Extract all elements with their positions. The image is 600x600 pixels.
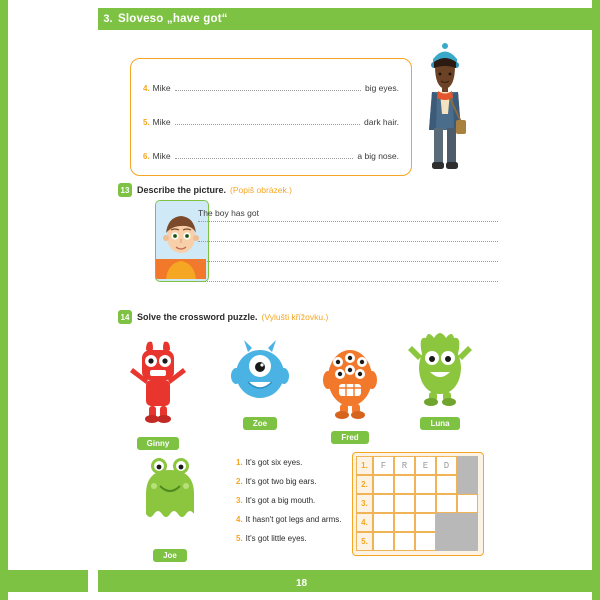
boy-character-illustration	[420, 42, 470, 177]
clue-number: 3.	[236, 496, 243, 505]
monster-name-tag: Joe	[153, 549, 187, 562]
row-number: 5.	[356, 532, 373, 551]
row-number: 1.	[356, 456, 373, 475]
monster-zoe	[222, 336, 298, 431]
monster-ginny	[120, 336, 196, 451]
answer-blank[interactable]	[175, 89, 361, 91]
answer-writing-area[interactable]	[198, 202, 498, 282]
left-green-bar	[0, 0, 8, 600]
task-14-heading	[118, 310, 328, 324]
crossword-cell[interactable]: E	[415, 456, 436, 475]
monster-name-tag: Fred	[331, 431, 368, 444]
line-tail: big eyes.	[364, 83, 399, 93]
crossword-cell[interactable]	[415, 494, 436, 513]
crossword-row	[356, 513, 480, 532]
line-tail: dark hair.	[364, 117, 399, 127]
line-subject: Mike	[152, 83, 171, 93]
crossword-row	[356, 494, 480, 513]
section-title: Sloveso „have got“	[118, 13, 228, 25]
crossword-cell[interactable]	[394, 532, 415, 551]
crossword-row	[356, 456, 480, 475]
ginny-monster-icon	[120, 336, 196, 428]
crossword-cell-blocked	[457, 532, 478, 551]
clue-item	[236, 477, 348, 486]
crossword-cell-blocked	[457, 513, 478, 532]
task-13-badge: 13	[118, 183, 132, 197]
crossword-cell-blocked	[436, 513, 457, 532]
crossword-cell[interactable]	[373, 532, 394, 551]
clue-item	[236, 534, 348, 543]
crossword-cell-blocked	[436, 532, 457, 551]
fill-in-line[interactable]	[143, 151, 399, 161]
monster-name-tag: Zoe	[243, 417, 277, 430]
crossword-cell[interactable]	[373, 475, 394, 494]
section-number: 3.	[103, 13, 113, 25]
clue-text: It's got two big ears.	[245, 477, 317, 486]
crossword-cell[interactable]	[394, 494, 415, 513]
page-number: 18	[296, 578, 308, 589]
line-subject: Mike	[152, 117, 171, 127]
footer-bar	[98, 570, 592, 592]
footer-left-tab	[8, 570, 88, 592]
clue-text: It's got a big mouth.	[245, 496, 316, 505]
joe-monster-icon	[132, 452, 208, 540]
task-14-instruction-en: Solve the crossword puzzle.	[137, 312, 258, 322]
answer-blank[interactable]	[175, 157, 354, 159]
row-number: 2.	[356, 475, 373, 494]
crossword-clue-list	[236, 458, 348, 553]
answer-line-1[interactable]: The boy has got	[198, 202, 498, 222]
crossword-cell[interactable]	[436, 494, 457, 513]
crossword-cell[interactable]	[436, 475, 457, 494]
luna-monster-icon	[402, 324, 478, 408]
task-14-badge: 14	[118, 310, 132, 324]
crossword-cell-blocked	[457, 456, 478, 475]
answer-line-3[interactable]	[198, 242, 498, 262]
crossword-cell[interactable]	[373, 494, 394, 513]
monster-luna	[402, 324, 478, 431]
task-13-heading	[118, 183, 292, 197]
clue-number: 5.	[236, 534, 243, 543]
fill-in-line[interactable]	[143, 117, 399, 127]
task-13-instruction-en: Describe the picture.	[137, 185, 227, 195]
crossword-cell-blocked	[457, 475, 478, 494]
crossword-cell[interactable]: F	[373, 456, 394, 475]
crossword-cell[interactable]	[373, 513, 394, 532]
task-13-instruction-cz: (Popiš obrázek.)	[230, 185, 292, 195]
crossword-cell[interactable]	[415, 513, 436, 532]
header-right-tab	[532, 8, 592, 30]
line-subject: Mike	[152, 151, 171, 161]
answer-blank[interactable]	[175, 123, 360, 125]
section-header	[98, 8, 532, 30]
clue-text: It's got six eyes.	[245, 458, 303, 467]
crossword-cell[interactable]: R	[394, 456, 415, 475]
crossword-row	[356, 532, 480, 551]
clue-number: 2.	[236, 477, 243, 486]
line-number: 6.	[143, 152, 150, 161]
line-number: 4.	[143, 84, 150, 93]
clue-item	[236, 458, 348, 467]
right-green-bar	[592, 0, 600, 600]
zoe-monster-icon	[222, 336, 298, 408]
crossword-cell[interactable]: D	[436, 456, 457, 475]
crossword-cell[interactable]	[457, 494, 478, 513]
monster-fred	[312, 336, 388, 445]
row-number: 4.	[356, 513, 373, 532]
crossword-cell[interactable]	[394, 475, 415, 494]
crossword-row	[356, 475, 480, 494]
line-tail: a big nose.	[357, 151, 399, 161]
monster-name-tag: Luna	[420, 417, 459, 430]
clue-text: It's got little eyes.	[245, 534, 307, 543]
answer-line-4[interactable]	[198, 262, 498, 282]
answer-line-2[interactable]	[198, 222, 498, 242]
crossword-cell[interactable]	[394, 513, 415, 532]
line-number: 5.	[143, 118, 150, 127]
crossword-cell[interactable]	[415, 475, 436, 494]
clue-number: 1.	[236, 458, 243, 467]
crossword-grid[interactable]	[352, 452, 484, 556]
monster-name-tag: Ginny	[137, 437, 180, 450]
task-14-instruction-cz: (Vylušti křížovku.)	[261, 312, 329, 322]
clue-text: It hasn't got legs and arms.	[245, 515, 342, 524]
monster-joe	[132, 452, 208, 563]
clue-item	[236, 496, 348, 505]
crossword-cell[interactable]	[415, 532, 436, 551]
fred-monster-icon	[312, 336, 388, 422]
row-number: 3.	[356, 494, 373, 513]
clue-item	[236, 515, 348, 524]
clue-number: 4.	[236, 515, 243, 524]
fill-in-box	[130, 58, 412, 176]
fill-in-line[interactable]	[143, 83, 399, 93]
